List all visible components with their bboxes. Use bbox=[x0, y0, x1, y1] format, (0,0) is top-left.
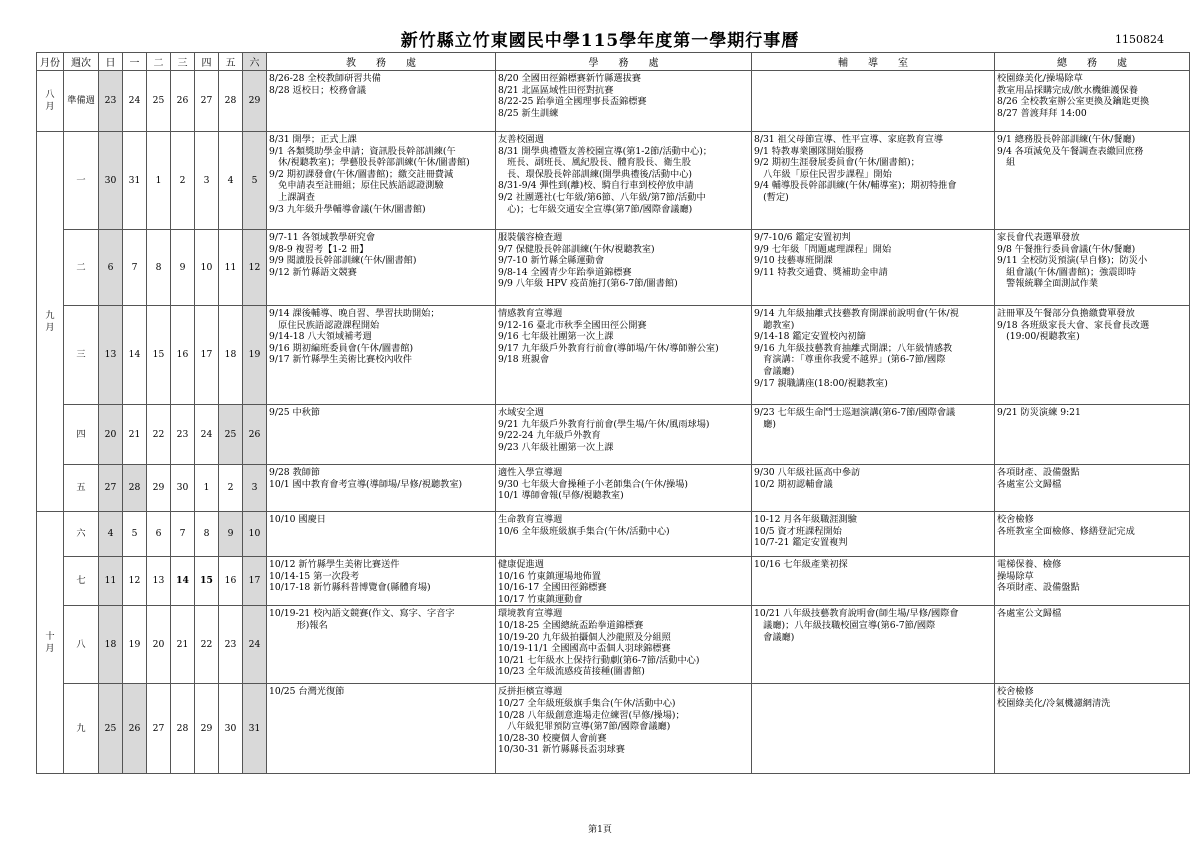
event-line: 9/18 各班級家長大會、家長會長改選 bbox=[997, 319, 1150, 331]
day-cell: 20 bbox=[147, 606, 171, 684]
event-line: 適性入學宣導週 bbox=[498, 467, 563, 478]
event-line: 9/21 九年級戶外教育行前會(學生場/午休/風雨球場) bbox=[498, 418, 710, 430]
event-line: 9/11 全校防災預演(早自修)；防災小 bbox=[997, 255, 1148, 267]
day-cell: 25 bbox=[219, 405, 243, 465]
day-cell: 2 bbox=[171, 132, 195, 230]
week-number-cell: 四 bbox=[64, 405, 99, 465]
event-line: 9/30 八年級社區高中參訪 bbox=[754, 467, 861, 478]
day-cell: 12 bbox=[123, 557, 147, 606]
month-cell: 十 月 bbox=[37, 512, 64, 774]
day-cell: 26 bbox=[123, 684, 147, 774]
day-cell: 29 bbox=[243, 71, 267, 132]
event-line: 10/18-25 全國總統盃跆拳道錦標賽 bbox=[498, 619, 644, 631]
event-line: 10/28 八年級創意進場走位練習(早修/操場)； bbox=[498, 709, 685, 721]
event-line: 8/21 北區區域性田徑對抗賽 bbox=[498, 84, 614, 96]
teaching-office-cell bbox=[267, 557, 496, 606]
counseling-office-cell bbox=[752, 306, 995, 405]
day-cell: 1 bbox=[147, 132, 171, 230]
week-row bbox=[37, 465, 1190, 512]
day-cell: 16 bbox=[171, 306, 195, 405]
student-affairs-cell bbox=[496, 606, 752, 684]
header-teaching-office: 教 務 處 bbox=[267, 53, 496, 71]
teaching-office-cell bbox=[267, 465, 496, 512]
day-cell: 11 bbox=[219, 230, 243, 306]
event-line: 免申請表至註冊組；原住民族語認證測驗 bbox=[269, 180, 444, 192]
day-cell: 11 bbox=[99, 557, 123, 606]
event-line: 操場除草 bbox=[997, 570, 1034, 582]
event-line: 生命教育宣導週 bbox=[498, 514, 563, 525]
day-cell: 13 bbox=[99, 306, 123, 405]
day-cell: 1 bbox=[195, 465, 219, 512]
day-cell: 3 bbox=[195, 132, 219, 230]
student-affairs-cell bbox=[496, 132, 752, 230]
event-line: 8/26 全校教室辦公室更換及鑰匙更換 bbox=[997, 96, 1150, 108]
day-cell: 27 bbox=[99, 465, 123, 512]
event-line: 8/31 開學；正式上課 bbox=[269, 134, 357, 145]
day-cell: 28 bbox=[219, 71, 243, 132]
day-cell: 26 bbox=[243, 405, 267, 465]
header-day-wed: 三 bbox=[171, 53, 195, 71]
counseling-office-cell bbox=[752, 405, 995, 465]
counseling-office-cell bbox=[752, 465, 995, 512]
day-cell: 31 bbox=[243, 684, 267, 774]
day-cell: 22 bbox=[147, 405, 171, 465]
day-cell: 7 bbox=[123, 230, 147, 306]
counseling-office-cell bbox=[752, 684, 995, 774]
event-line: 會議廳) bbox=[754, 365, 795, 377]
document-code: 1150824 bbox=[1115, 33, 1164, 46]
day-cell: 10 bbox=[243, 512, 267, 557]
event-line: 8/25 新生訓練 bbox=[498, 107, 559, 119]
event-line: (暫定) bbox=[754, 191, 789, 203]
day-cell: 28 bbox=[171, 684, 195, 774]
header-day-mon: 一 bbox=[123, 53, 147, 71]
general-affairs-cell bbox=[995, 71, 1190, 132]
event-line: 10/17-18 新竹縣科普博覽會(縣體育場) bbox=[269, 582, 431, 594]
day-cell: 6 bbox=[147, 512, 171, 557]
event-line: 9/8 午餐推行委員會議(午休/餐廳) bbox=[997, 243, 1136, 255]
counseling-office-cell bbox=[752, 606, 995, 684]
event-line: 9/14 課後輔導、晚自習、學習扶助開始； bbox=[269, 308, 440, 319]
event-line: 10/30-31 新竹縣縣長盃羽球賽 bbox=[498, 744, 625, 756]
teaching-office-cell bbox=[267, 684, 496, 774]
day-cell: 23 bbox=[219, 606, 243, 684]
day-cell: 15 bbox=[195, 557, 219, 606]
event-line: 9/25 中秋節 bbox=[269, 407, 321, 418]
event-line: 9/4 輔導股長幹部訓練(午休/輔導室)；期初特推會 bbox=[754, 180, 957, 192]
event-line: 原住民族語認證課程開始 bbox=[269, 319, 380, 331]
general-affairs-cell bbox=[995, 606, 1190, 684]
event-line: 環境教育宣導週 bbox=[498, 608, 563, 620]
event-line: 8/22-25 跆拳道全國理事長盃錦標賽 bbox=[498, 96, 647, 108]
header-day-fri: 五 bbox=[219, 53, 243, 71]
day-cell: 13 bbox=[147, 557, 171, 606]
day-cell: 14 bbox=[171, 557, 195, 606]
event-line: 9/1 各類獎助學金申請；資訊股長幹部訓練(午 bbox=[269, 145, 456, 157]
day-cell: 19 bbox=[123, 606, 147, 684]
counseling-office-cell bbox=[752, 512, 995, 557]
event-line: 10/1 國中教育會考宣導(導師場/早修/視聽教室) bbox=[269, 478, 463, 490]
day-cell: 31 bbox=[123, 132, 147, 230]
day-cell: 21 bbox=[123, 405, 147, 465]
event-line: 10/2 期初認輔會議 bbox=[754, 478, 833, 490]
event-line: 9/21 防災演練 9:21 bbox=[997, 407, 1081, 418]
event-line: 組會議(午休/圖書館)；強震即時 bbox=[997, 266, 1136, 278]
event-line: 八年級犯罪預防宣導(第7節/國際會議廳) bbox=[498, 721, 671, 733]
student-affairs-cell bbox=[496, 230, 752, 306]
event-line: 9/4 各項減免及午餐調查表繳回庶務 bbox=[997, 145, 1144, 157]
event-line: 10/23 全年級流感疫苗接種(圖書館) bbox=[498, 666, 645, 678]
event-line: 9/11 特教交通費、獎補助金申請 bbox=[754, 266, 888, 278]
general-affairs-cell bbox=[995, 684, 1190, 774]
week-number-cell: 六 bbox=[64, 512, 99, 557]
event-line: 9/1 總務股長幹部訓練(午休/餐廳) bbox=[997, 134, 1136, 145]
day-cell: 26 bbox=[171, 71, 195, 132]
event-line: 9/12 新竹縣語文競賽 bbox=[269, 266, 357, 278]
event-line: 長、環保股長幹部訓練(開學典禮後/活動中心) bbox=[498, 168, 693, 180]
event-line: 10/5 資才班課程開始 bbox=[754, 525, 842, 537]
event-line: 9/8-14 全國青少年跆拳道錦標賽 bbox=[498, 266, 632, 278]
event-line: 10/10 國慶日 bbox=[269, 514, 326, 525]
student-affairs-cell bbox=[496, 512, 752, 557]
event-line: 10/12 新竹縣學生美術比賽送件 bbox=[269, 559, 400, 570]
week-row bbox=[37, 132, 1190, 230]
event-line: 各項財產、設備盤點 bbox=[997, 467, 1080, 478]
event-line: 八年級「原住民習步課程」開始 bbox=[754, 168, 892, 180]
header-row bbox=[37, 53, 1190, 71]
event-line: 上課調查 bbox=[269, 191, 315, 203]
week-number-cell: 九 bbox=[64, 684, 99, 774]
month-cell: 八 月 bbox=[37, 71, 64, 132]
day-cell: 18 bbox=[219, 306, 243, 405]
day-cell: 21 bbox=[171, 606, 195, 684]
week-row bbox=[37, 557, 1190, 606]
day-cell: 8 bbox=[147, 230, 171, 306]
event-line: 反拼拒檳宣導週 bbox=[498, 686, 563, 698]
day-cell: 25 bbox=[99, 684, 123, 774]
event-line: 9/28 教師節 bbox=[269, 467, 321, 478]
week-row bbox=[37, 230, 1190, 306]
event-line: 9/30 七年級大會操種子小老師集合(午休/操場) bbox=[498, 478, 689, 490]
week-number-cell: 八 bbox=[64, 606, 99, 684]
day-cell: 2 bbox=[219, 465, 243, 512]
event-line: 各項財產、設備盤點 bbox=[997, 582, 1080, 594]
event-line: 校園綠美化/冷氣機濾網清洗 bbox=[997, 697, 1111, 709]
day-cell: 4 bbox=[99, 512, 123, 557]
day-cell: 9 bbox=[219, 512, 243, 557]
day-cell: 4 bbox=[219, 132, 243, 230]
event-line: 10/6 全年級班級旗手集合(午休/活動中心) bbox=[498, 525, 670, 537]
day-cell: 7 bbox=[171, 512, 195, 557]
event-line: 9/9 八年級 HPV 疫苗施打(第6-7節/圖書館) bbox=[498, 278, 678, 290]
week-row bbox=[37, 405, 1190, 465]
day-cell: 23 bbox=[171, 405, 195, 465]
event-line: 註冊單及午餐部分負擔繳費單發放 bbox=[997, 308, 1135, 319]
day-cell: 30 bbox=[219, 684, 243, 774]
event-line: 9/12-16 臺北市秋季全國田徑公開賽 bbox=[498, 319, 647, 331]
event-line: 電梯保養、檢修 bbox=[997, 559, 1062, 570]
event-line: 8/26-28 全校教師研習共備 bbox=[269, 73, 381, 84]
event-line: 10/7-21 鑑定安置複判 bbox=[754, 537, 848, 549]
event-line: 會議廳) bbox=[754, 631, 795, 643]
event-line: 9/16 九年級技藝教育抽離式開課；八年級情感教 bbox=[754, 342, 953, 354]
event-line: 9/16 期初編班委員會(午休/圖書館) bbox=[269, 342, 414, 354]
week-row bbox=[37, 512, 1190, 557]
day-cell: 20 bbox=[99, 405, 123, 465]
event-line: 健康促進週 bbox=[498, 559, 544, 570]
event-line: 10/16-17 全國田徑錦標賽 bbox=[498, 582, 607, 594]
day-cell: 23 bbox=[99, 71, 123, 132]
teaching-office-cell bbox=[267, 306, 496, 405]
event-line: 9/14 九年級抽離式技藝教育開課前說明會(午休/視 bbox=[754, 308, 959, 319]
event-line: 10/17 竹東鎮運動會 bbox=[498, 593, 583, 605]
counseling-office-cell bbox=[752, 230, 995, 306]
teaching-office-cell bbox=[267, 606, 496, 684]
event-line: 10/27 全年級班級旗手集合(午休/活動中心) bbox=[498, 697, 676, 709]
teaching-office-cell bbox=[267, 512, 496, 557]
student-affairs-cell bbox=[496, 557, 752, 606]
day-cell: 24 bbox=[195, 405, 219, 465]
day-cell: 12 bbox=[243, 230, 267, 306]
event-line: 10/19-20 九年級拍攝個人沙龍照及分組照 bbox=[498, 631, 671, 643]
event-line: 8/28 返校日；校務會議 bbox=[269, 84, 367, 96]
header-week: 週次 bbox=[64, 53, 99, 71]
event-line: 服裝儀容檢查週 bbox=[498, 232, 563, 243]
event-line: 校舍檢修 bbox=[997, 686, 1034, 698]
event-line: 9/9 閱讀股長幹部訓練(午休/圖書館) bbox=[269, 255, 417, 267]
week-row bbox=[37, 684, 1190, 774]
week-number-cell: 七 bbox=[64, 557, 99, 606]
header-day-tue: 二 bbox=[147, 53, 171, 71]
event-line: 各處室公文歸檔 bbox=[997, 608, 1062, 620]
event-line: 9/23 七年級生命鬥士巡迴演講(第6-7節/國際會議 bbox=[754, 407, 956, 418]
event-line: 9/8-9 複習考【1-2 冊】 bbox=[269, 243, 369, 255]
counseling-office-cell bbox=[752, 557, 995, 606]
event-line: 休/視聽教室)；學藝股長幹部訓練(午休/圖書館) bbox=[269, 157, 470, 169]
page-number: 第1頁 bbox=[588, 825, 612, 835]
student-affairs-cell bbox=[496, 405, 752, 465]
event-line: 10/19-21 校內語文競賽(作文、寫字、字音字 bbox=[269, 608, 455, 620]
week-number-cell: 三 bbox=[64, 306, 99, 405]
event-line: 10/25 台灣光復節 bbox=[269, 686, 345, 698]
event-line: 警報統聯全面測試作業 bbox=[997, 278, 1099, 290]
event-line: 10/19-11/1 全國國高中盃個人羽球錦標賽 bbox=[498, 643, 671, 655]
event-line: 9/23 八年級社團第一次上課 bbox=[498, 441, 614, 453]
event-line: 9/14-18 鑑定安置校內初篩 bbox=[754, 331, 866, 343]
general-affairs-cell bbox=[995, 512, 1190, 557]
header-general-affairs: 總 務 處 bbox=[995, 53, 1190, 71]
event-line: 心)；七年級交通安全宣導(第7節/國際會議廳) bbox=[498, 203, 693, 215]
day-cell: 28 bbox=[123, 465, 147, 512]
event-line: 班長、副班長、風紀股長、體育股長、衛生股 bbox=[498, 157, 691, 169]
day-cell: 25 bbox=[147, 71, 171, 132]
event-line: 9/7-10 新竹縣全縣運動會 bbox=[498, 255, 605, 267]
week-row bbox=[37, 71, 1190, 132]
event-line: 9/14-18 八大領域補考週 bbox=[269, 331, 372, 343]
event-line: 9/9 七年級「問題處理課程」開始 bbox=[754, 243, 892, 255]
counseling-office-cell bbox=[752, 132, 995, 230]
event-line: 校舍檢修 bbox=[997, 514, 1034, 525]
event-line: 9/3 九年級升學輔導會議(午休/圖書館) bbox=[269, 203, 426, 215]
event-line: 10/21 八年級技藝教育說明會(師生場/早修/國際會 bbox=[754, 608, 959, 620]
teaching-office-cell bbox=[267, 230, 496, 306]
week-row bbox=[37, 606, 1190, 684]
general-affairs-cell bbox=[995, 132, 1190, 230]
event-line: 8/20 全國田徑錦標賽新竹縣選拔賽 bbox=[498, 73, 641, 84]
day-cell: 29 bbox=[195, 684, 219, 774]
event-line: 友善校園週 bbox=[498, 134, 544, 145]
header-student-affairs: 學 務 處 bbox=[496, 53, 752, 71]
event-line: 9/7-10/6 鑑定安置初判 bbox=[754, 232, 851, 243]
event-line: 9/1 特教專業團隊開始服務 bbox=[754, 145, 864, 157]
day-cell: 19 bbox=[243, 306, 267, 405]
event-line: 情感教育宣導週 bbox=[498, 308, 563, 319]
general-affairs-cell bbox=[995, 557, 1190, 606]
event-line: 教室用品採購完成/飲水機維護保養 bbox=[997, 84, 1138, 96]
day-cell: 17 bbox=[243, 557, 267, 606]
event-line: 8/31 祖父母節宣導、性平宣導、家庭教育宣導 bbox=[754, 134, 943, 145]
student-affairs-cell bbox=[496, 306, 752, 405]
day-cell: 14 bbox=[123, 306, 147, 405]
week-number-cell: 一 bbox=[64, 132, 99, 230]
general-affairs-cell bbox=[995, 465, 1190, 512]
event-line: 10/21 七年級水上保持行動劇(第6-7節/活動中心) bbox=[498, 654, 700, 666]
day-cell: 29 bbox=[147, 465, 171, 512]
week-number-cell: 五 bbox=[64, 465, 99, 512]
event-line: 9/2 社團選社(七年級/第6節、八年級/第7節/活動中 bbox=[498, 191, 706, 203]
event-line: 9/7 保健股長幹部訓練(午休/視聽教室) bbox=[498, 243, 655, 255]
counseling-office-cell bbox=[752, 71, 995, 132]
day-cell: 6 bbox=[99, 230, 123, 306]
day-cell: 27 bbox=[147, 684, 171, 774]
event-line: 組 bbox=[997, 157, 1016, 169]
day-cell: 24 bbox=[243, 606, 267, 684]
week-number-cell: 二 bbox=[64, 230, 99, 306]
event-line: 10/16 七年級產業初探 bbox=[754, 559, 848, 570]
event-line: 8/31 開學典禮暨友善校園宣導(第1-2節/活動中心)； bbox=[498, 145, 712, 157]
event-line: 9/17 九年級戶外教育行前會(導師場/午休/導師辦公室) bbox=[498, 342, 719, 354]
week-number-cell: 準備週 bbox=[64, 71, 99, 132]
month-cell: 九 月 bbox=[37, 132, 64, 512]
general-affairs-cell bbox=[995, 405, 1190, 465]
event-line: 育演講：「尊重你我愛不越界」(第6-7節/國際 bbox=[754, 354, 946, 366]
event-line: 10/14-15 第一次段考 bbox=[269, 570, 360, 582]
event-line: 各處室公文歸檔 bbox=[997, 478, 1062, 490]
event-line: 8/31-9/4 彈性到(離)校、騎自行車到校停放申請 bbox=[498, 180, 694, 192]
student-affairs-cell bbox=[496, 465, 752, 512]
day-cell: 30 bbox=[171, 465, 195, 512]
event-line: 9/17 新竹縣學生美術比賽校內收件 bbox=[269, 354, 412, 366]
day-cell: 27 bbox=[195, 71, 219, 132]
event-line: 校園綠美化/操場除草 bbox=[997, 73, 1083, 84]
event-line: 8/27 普渡拜拜 14:00 bbox=[997, 107, 1087, 119]
event-line: (19:00/視聽教室) bbox=[997, 331, 1080, 343]
event-line: 家長會代表選單發放 bbox=[997, 232, 1080, 243]
event-line: 形)報名 bbox=[269, 619, 328, 631]
general-affairs-cell bbox=[995, 306, 1190, 405]
week-row bbox=[37, 306, 1190, 405]
day-cell: 30 bbox=[99, 132, 123, 230]
event-line: 10/16 竹東鎮運場地佈置 bbox=[498, 570, 601, 582]
day-cell: 3 bbox=[243, 465, 267, 512]
header-day-sun: 日 bbox=[99, 53, 123, 71]
event-line: 9/10 技藝專班開課 bbox=[754, 255, 833, 267]
event-line: 廳) bbox=[754, 418, 776, 430]
event-line: 9/2 期初生涯發展委員會(午休/圖書館)； bbox=[754, 157, 920, 169]
event-line: 聽教室) bbox=[754, 319, 795, 331]
day-cell: 24 bbox=[123, 71, 147, 132]
event-line: 10-12 月各年級職涯測驗 bbox=[754, 514, 857, 525]
day-cell: 16 bbox=[219, 557, 243, 606]
header-month: 月份 bbox=[37, 53, 64, 71]
teaching-office-cell bbox=[267, 132, 496, 230]
header-counseling-office: 輔 導 室 bbox=[752, 53, 995, 71]
event-line: 10/1 導師會報(早修/視聽教室) bbox=[498, 490, 624, 502]
event-line: 9/2 期初課發會(午休/圖書館)；繳交註冊費減 bbox=[269, 168, 454, 180]
event-line: 9/22-24 九年級戶外教育 bbox=[498, 430, 601, 442]
day-cell: 15 bbox=[147, 306, 171, 405]
header-day-thu: 四 bbox=[195, 53, 219, 71]
teaching-office-cell bbox=[267, 405, 496, 465]
event-line: 9/16 七年級社團第一次上課 bbox=[498, 331, 614, 343]
calendar-table bbox=[36, 52, 1190, 774]
page-title: 新竹縣立竹東國民中學115學年度第一學期行事曆 bbox=[400, 31, 800, 51]
event-line: 9/18 班親會 bbox=[498, 354, 550, 366]
student-affairs-cell bbox=[496, 684, 752, 774]
student-affairs-cell bbox=[496, 71, 752, 132]
day-cell: 18 bbox=[99, 606, 123, 684]
day-cell: 17 bbox=[195, 306, 219, 405]
day-cell: 5 bbox=[243, 132, 267, 230]
day-cell: 8 bbox=[195, 512, 219, 557]
event-line: 10/28-30 校慶個人會前賽 bbox=[498, 732, 607, 744]
teaching-office-cell bbox=[267, 71, 496, 132]
event-line: 各班教室全面檢修、修繕登記完成 bbox=[997, 525, 1135, 537]
event-line: 9/7-11 各領域教學研究會 bbox=[269, 232, 376, 243]
event-line: 議廳)；八年級技職校園宣導(第6-7節/國際 bbox=[754, 619, 936, 631]
day-cell: 22 bbox=[195, 606, 219, 684]
event-line: 水域安全週 bbox=[498, 407, 544, 418]
event-line: 9/17 親職講座(18:00/視聽教室) bbox=[754, 377, 888, 389]
general-affairs-cell bbox=[995, 230, 1190, 306]
header-day-sat: 六 bbox=[243, 53, 267, 71]
day-cell: 5 bbox=[123, 512, 147, 557]
day-cell: 10 bbox=[195, 230, 219, 306]
day-cell: 9 bbox=[171, 230, 195, 306]
